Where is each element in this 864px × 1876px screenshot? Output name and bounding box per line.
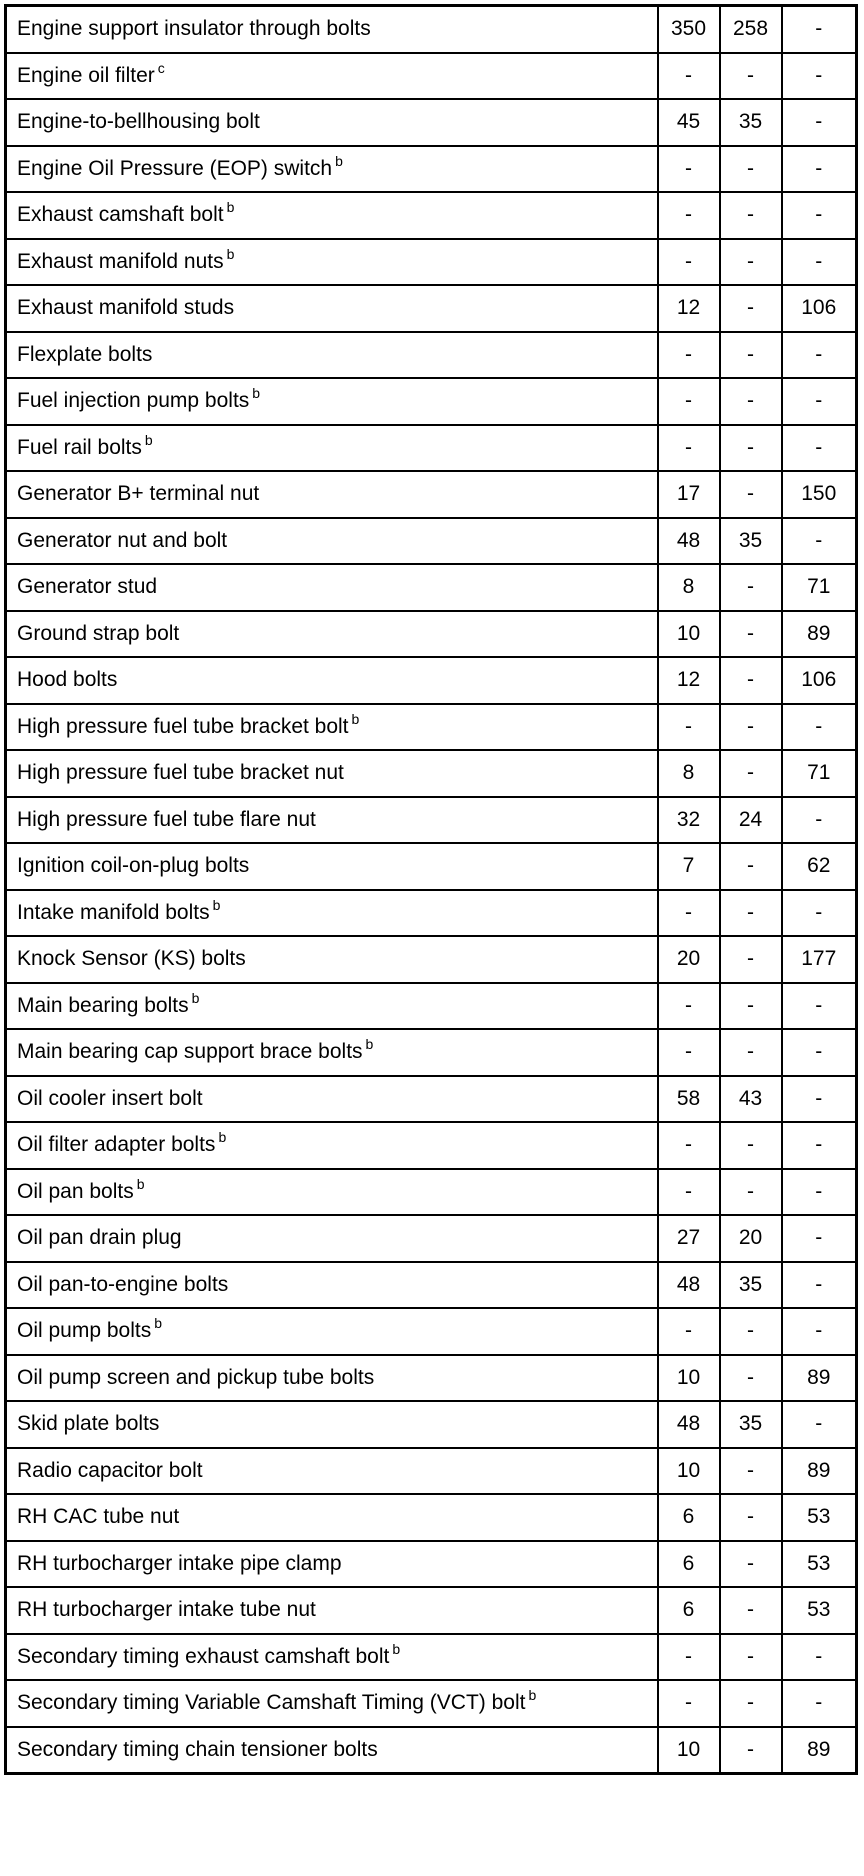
torque-nm-cell: - [658, 146, 720, 193]
torque-lbft-cell: 35 [720, 99, 782, 146]
component-name: Generator B+ terminal nut [17, 482, 260, 506]
torque-nm-cell: 45 [658, 99, 720, 146]
component-cell [6, 1262, 658, 1309]
torque-lbft-cell: - [720, 146, 782, 193]
component-name: Engine-to-bellhousing bolt [17, 110, 260, 134]
component-cell [6, 704, 658, 751]
torque-nm-cell: 27 [658, 1215, 720, 1262]
component-name: Generator stud [17, 575, 158, 599]
torque-lbin-cell: 71 [782, 564, 857, 611]
table-row [6, 750, 857, 797]
table-row [6, 657, 857, 704]
component-name: Engine support insulator through bolts [17, 17, 371, 41]
torque-nm-cell: 8 [658, 750, 720, 797]
torque-lbin-cell: 89 [782, 1355, 857, 1402]
torque-lbft-cell: - [720, 936, 782, 983]
torque-lbft-cell: - [720, 1680, 782, 1727]
component-name: Ignition coil-on-plug bolts [17, 854, 250, 878]
table-row [6, 1029, 857, 1076]
torque-lbft-cell: - [720, 750, 782, 797]
torque-lbin-cell: 177 [782, 936, 857, 983]
footnote-marker: b [392, 1640, 401, 1657]
torque-nm-cell: 20 [658, 936, 720, 983]
component-cell [6, 657, 658, 704]
torque-lbin-cell: - [782, 518, 857, 565]
component-cell [6, 1215, 658, 1262]
component-name: Radio capacitor bolt [17, 1458, 203, 1482]
table-row [6, 1262, 857, 1309]
component-name: Fuel rail bolts [17, 435, 142, 459]
torque-nm-cell: 10 [658, 611, 720, 658]
component-name: Oil pan-to-engine bolts [17, 1272, 229, 1296]
component-name: Generator nut and bolt [17, 528, 228, 552]
torque-spec-table-body [6, 6, 857, 1774]
component-cell [6, 146, 658, 193]
component-cell [6, 99, 658, 146]
torque-nm-cell: - [658, 983, 720, 1030]
component-name: Secondary timing Variable Camshaft Timing (VCT) bolt [17, 1691, 526, 1715]
component-name: Ground strap bolt [17, 621, 180, 645]
component-name: Oil pan bolts [17, 1179, 134, 1203]
torque-lbft-cell: - [720, 425, 782, 472]
torque-nm-cell: 10 [658, 1448, 720, 1495]
component-cell [6, 518, 658, 565]
component-name: Main bearing bolts [17, 993, 189, 1017]
component-cell [6, 797, 658, 844]
component-name: Skid plate bolts [17, 1412, 160, 1436]
torque-lbin-cell: - [782, 1169, 857, 1216]
component-cell [6, 1029, 658, 1076]
component-name: RH turbocharger intake pipe clamp [17, 1551, 342, 1575]
torque-lbin-cell: - [782, 1680, 857, 1727]
torque-nm-cell: 32 [658, 797, 720, 844]
torque-lbin-cell: - [782, 53, 857, 100]
table-row [6, 192, 857, 239]
component-cell [6, 425, 658, 472]
component-cell [6, 750, 658, 797]
torque-lbin-cell: - [782, 983, 857, 1030]
torque-lbin-cell: - [782, 332, 857, 379]
torque-lbft-cell: - [720, 1634, 782, 1681]
footnote-marker: b [136, 1175, 145, 1192]
torque-lbft-cell: - [720, 53, 782, 100]
torque-lbft-cell: - [720, 1587, 782, 1634]
table-row [6, 1634, 857, 1681]
torque-nm-cell: 12 [658, 285, 720, 332]
torque-lbft-cell: - [720, 657, 782, 704]
component-cell [6, 192, 658, 239]
torque-lbft-cell: - [720, 192, 782, 239]
component-cell [6, 890, 658, 937]
table-row [6, 890, 857, 937]
torque-nm-cell: 6 [658, 1494, 720, 1541]
torque-lbft-cell: - [720, 1029, 782, 1076]
torque-lbft-cell: - [720, 1308, 782, 1355]
torque-lbin-cell: - [782, 6, 857, 53]
component-name: Hood bolts [17, 668, 118, 692]
torque-lbin-cell: 71 [782, 750, 857, 797]
torque-lbft-cell: 35 [720, 518, 782, 565]
torque-lbft-cell: - [720, 239, 782, 286]
torque-nm-cell: - [658, 1634, 720, 1681]
footnote-marker: b [226, 245, 235, 262]
component-cell [6, 1494, 658, 1541]
table-row [6, 378, 857, 425]
torque-lbft-cell: - [720, 471, 782, 518]
component-cell [6, 1355, 658, 1402]
component-name: High pressure fuel tube bracket nut [17, 761, 344, 785]
table-row [6, 518, 857, 565]
table-row [6, 1355, 857, 1402]
torque-lbft-cell: - [720, 564, 782, 611]
torque-nm-cell: - [658, 239, 720, 286]
table-row [6, 425, 857, 472]
component-name: Knock Sensor (KS) bolts [17, 947, 246, 971]
torque-lbin-cell: - [782, 1029, 857, 1076]
component-cell [6, 378, 658, 425]
torque-nm-cell: - [658, 425, 720, 472]
component-name: Oil cooler insert bolt [17, 1086, 203, 1110]
footnote-marker: b [144, 431, 153, 448]
component-name: Exhaust manifold nuts [17, 249, 224, 273]
component-name: Oil pump bolts [17, 1319, 152, 1343]
torque-lbin-cell: - [782, 192, 857, 239]
table-row [6, 1541, 857, 1588]
component-name: Fuel injection pump bolts [17, 389, 250, 413]
component-name: Intake manifold bolts [17, 900, 210, 924]
torque-nm-cell: 58 [658, 1076, 720, 1123]
torque-lbft-cell: - [720, 1169, 782, 1216]
component-cell [6, 1308, 658, 1355]
component-cell [6, 1076, 658, 1123]
torque-nm-cell: 10 [658, 1355, 720, 1402]
torque-nm-cell: - [658, 53, 720, 100]
footnote-marker: c [157, 59, 165, 76]
table-row [6, 146, 857, 193]
table-row [6, 6, 857, 53]
torque-lbin-cell: 53 [782, 1494, 857, 1541]
component-cell [6, 1169, 658, 1216]
component-cell [6, 53, 658, 100]
component-cell [6, 564, 658, 611]
component-cell [6, 936, 658, 983]
torque-nm-cell: - [658, 1029, 720, 1076]
torque-lbin-cell: 53 [782, 1541, 857, 1588]
torque-lbft-cell: 24 [720, 797, 782, 844]
torque-lbin-cell: - [782, 1262, 857, 1309]
component-cell [6, 1401, 658, 1448]
table-row [6, 332, 857, 379]
component-name: Oil filter adapter bolts [17, 1133, 216, 1157]
component-name: Secondary timing chain tensioner bolts [17, 1737, 378, 1761]
torque-nm-cell: 48 [658, 1262, 720, 1309]
torque-lbin-cell: - [782, 1122, 857, 1169]
component-cell [6, 1727, 658, 1774]
torque-nm-cell: 10 [658, 1727, 720, 1774]
torque-lbin-cell: - [782, 797, 857, 844]
torque-nm-cell: - [658, 704, 720, 751]
component-name: RH turbocharger intake tube nut [17, 1598, 316, 1622]
footnote-marker: b [154, 1315, 163, 1332]
torque-lbin-cell: - [782, 425, 857, 472]
torque-lbin-cell: - [782, 1401, 857, 1448]
table-row [6, 1122, 857, 1169]
footnote-marker: b [365, 1036, 374, 1053]
torque-lbin-cell: 150 [782, 471, 857, 518]
footnote-marker: b [335, 152, 343, 169]
torque-lbft-cell: 35 [720, 1401, 782, 1448]
table-row [6, 239, 857, 286]
torque-nm-cell: - [658, 890, 720, 937]
component-name: Exhaust camshaft bolt [17, 203, 224, 227]
component-cell [6, 6, 658, 53]
torque-lbft-cell: 35 [720, 1262, 782, 1309]
component-cell [6, 285, 658, 332]
table-row [6, 1169, 857, 1216]
component-name: Oil pump screen and pickup tube bolts [17, 1365, 375, 1389]
torque-nm-cell: 48 [658, 1401, 720, 1448]
torque-lbft-cell: 20 [720, 1215, 782, 1262]
torque-lbin-cell: - [782, 99, 857, 146]
torque-lbin-cell: - [782, 704, 857, 751]
component-cell [6, 1634, 658, 1681]
torque-nm-cell: 12 [658, 657, 720, 704]
component-name: RH CAC tube nut [17, 1505, 180, 1529]
torque-lbft-cell: - [720, 983, 782, 1030]
torque-nm-cell: 350 [658, 6, 720, 53]
torque-nm-cell: 6 [658, 1587, 720, 1634]
torque-nm-cell: - [658, 1680, 720, 1727]
torque-nm-cell: 17 [658, 471, 720, 518]
table-row [6, 1727, 857, 1774]
torque-lbft-cell: - [720, 843, 782, 890]
table-row [6, 53, 857, 100]
torque-nm-cell: - [658, 1122, 720, 1169]
table-row [6, 99, 857, 146]
torque-lbin-cell: - [782, 890, 857, 937]
table-row [6, 611, 857, 658]
component-name: Flexplate bolts [17, 342, 153, 366]
table-row [6, 1076, 857, 1123]
torque-nm-cell: 6 [658, 1541, 720, 1588]
torque-lbin-cell: - [782, 1215, 857, 1262]
component-name: Engine Oil Pressure (EOP) switch [17, 156, 333, 180]
table-row [6, 471, 857, 518]
torque-lbft-cell: - [720, 1541, 782, 1588]
component-cell [6, 1541, 658, 1588]
torque-nm-cell: - [658, 1169, 720, 1216]
torque-nm-cell: 7 [658, 843, 720, 890]
component-name: Engine oil filter [17, 63, 155, 87]
table-row [6, 1494, 857, 1541]
footnote-marker: b [252, 385, 261, 402]
torque-lbin-cell: 106 [782, 657, 857, 704]
torque-lbft-cell: - [720, 285, 782, 332]
footnote-marker: b [528, 1687, 537, 1704]
table-row [6, 1401, 857, 1448]
table-row [6, 983, 857, 1030]
component-name: Oil pan drain plug [17, 1226, 182, 1250]
torque-lbin-cell: - [782, 1076, 857, 1123]
torque-lbin-cell: 106 [782, 285, 857, 332]
table-row [6, 1587, 857, 1634]
torque-lbft-cell: - [720, 1122, 782, 1169]
torque-lbin-cell: 89 [782, 1727, 857, 1774]
table-row [6, 285, 857, 332]
torque-lbft-cell: - [720, 332, 782, 379]
torque-lbin-cell: - [782, 378, 857, 425]
torque-lbft-cell: - [720, 611, 782, 658]
component-name: Secondary timing exhaust camshaft bolt [17, 1644, 390, 1668]
footnote-marker: b [351, 710, 360, 727]
torque-lbft-cell: - [720, 1448, 782, 1495]
component-cell [6, 611, 658, 658]
torque-nm-cell: - [658, 1308, 720, 1355]
component-name: Main bearing cap support brace bolts [17, 1040, 363, 1064]
torque-lbft-cell: - [720, 1727, 782, 1774]
torque-nm-cell: 48 [658, 518, 720, 565]
footnote-marker: b [226, 199, 235, 216]
torque-lbft-cell: - [720, 1355, 782, 1402]
table-row [6, 936, 857, 983]
component-cell [6, 1448, 658, 1495]
component-name: High pressure fuel tube bracket bolt [17, 714, 349, 738]
torque-nm-cell: - [658, 192, 720, 239]
table-row [6, 1448, 857, 1495]
component-cell [6, 471, 658, 518]
torque-lbin-cell: - [782, 1634, 857, 1681]
component-cell [6, 983, 658, 1030]
table-row [6, 704, 857, 751]
torque-lbin-cell: - [782, 1308, 857, 1355]
footnote-marker: b [191, 989, 200, 1006]
component-cell [6, 1680, 658, 1727]
torque-lbft-cell: - [720, 378, 782, 425]
torque-nm-cell: - [658, 332, 720, 379]
component-cell [6, 843, 658, 890]
footnote-marker: b [212, 896, 221, 913]
torque-lbin-cell: 89 [782, 611, 857, 658]
table-row [6, 843, 857, 890]
table-row [6, 797, 857, 844]
torque-lbin-cell: - [782, 146, 857, 193]
table-row [6, 1308, 857, 1355]
component-cell [6, 1122, 658, 1169]
torque-lbft-cell: - [720, 704, 782, 751]
torque-nm-cell: - [658, 378, 720, 425]
table-row [6, 564, 857, 611]
footnote-marker: b [218, 1129, 227, 1146]
table-row [6, 1680, 857, 1727]
component-name: Exhaust manifold studs [17, 296, 235, 320]
component-name: High pressure fuel tube flare nut [17, 807, 316, 831]
torque-nm-cell: 8 [658, 564, 720, 611]
torque-lbft-cell: - [720, 890, 782, 937]
table-row [6, 1215, 857, 1262]
torque-lbft-cell: 43 [720, 1076, 782, 1123]
torque-lbin-cell: 62 [782, 843, 857, 890]
torque-spec-table [4, 4, 858, 1775]
component-cell [6, 332, 658, 379]
component-cell [6, 1587, 658, 1634]
torque-lbft-cell: - [720, 1494, 782, 1541]
torque-lbft-cell: 258 [720, 6, 782, 53]
torque-lbin-cell: 53 [782, 1587, 857, 1634]
torque-lbin-cell: 89 [782, 1448, 857, 1495]
component-cell [6, 239, 658, 286]
torque-lbin-cell: - [782, 239, 857, 286]
